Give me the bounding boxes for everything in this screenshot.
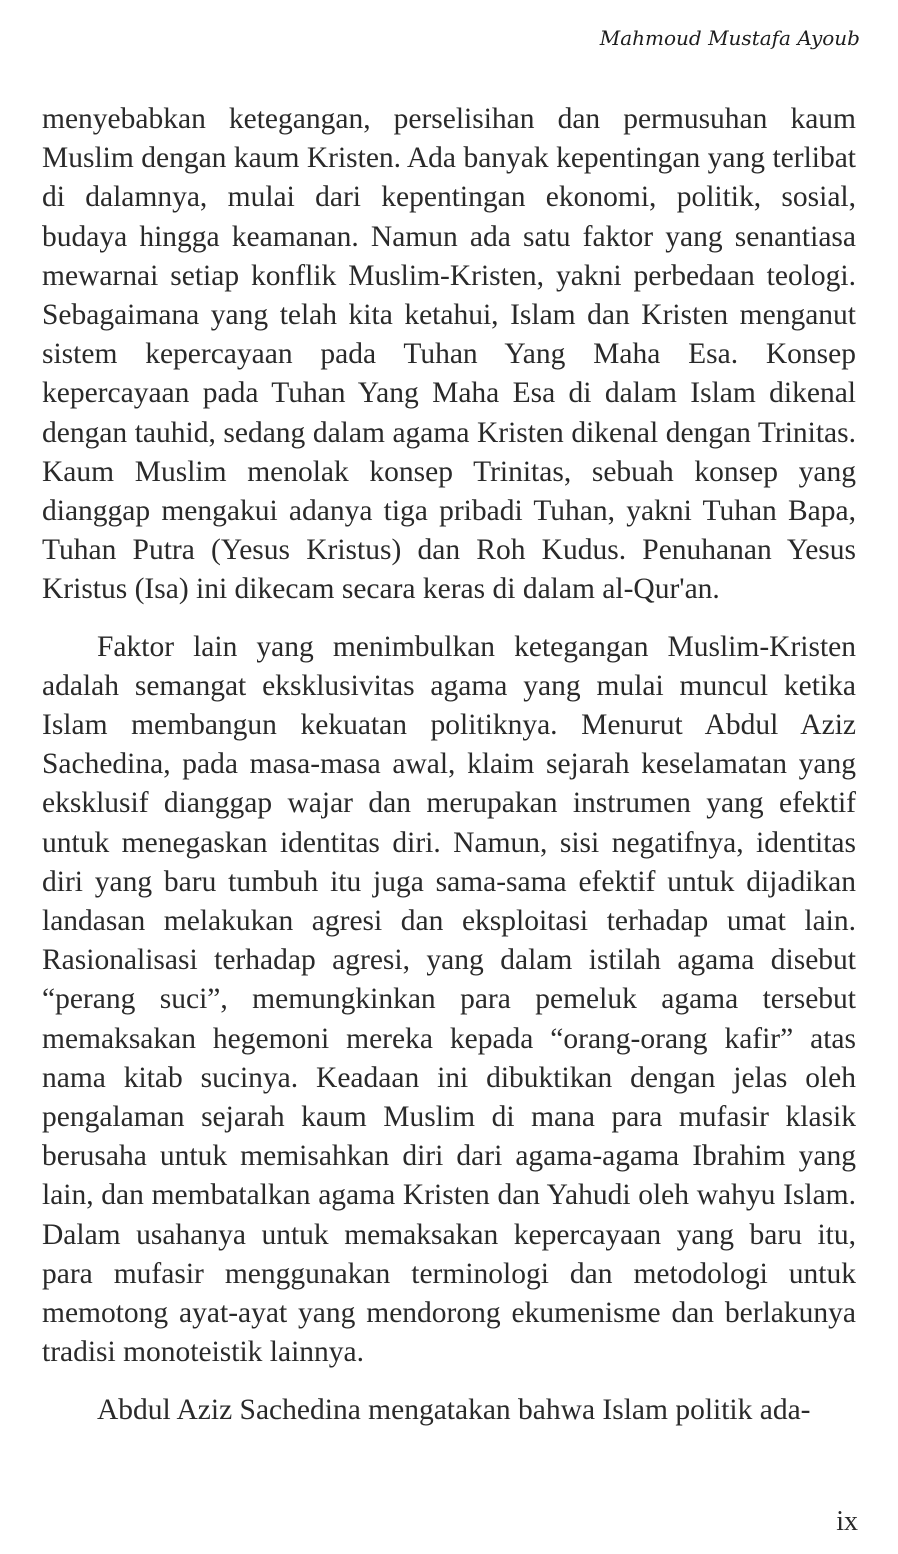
body-text (42, 100, 856, 1448)
page-number: ix (836, 1506, 858, 1537)
paragraph: Faktor lain yang menimbulkan ketegangan Muslim-Kristen adalah semangat eksklusivitas agama yang mulai muncul ketika Islam membangun kekuatan politiknya. Menurut Abdul Aziz Sachedina, pada masa-masa awal, klaim sejarah keselamatan yang eksklusif dianggap wajar dan merupakan instrumen yang efektif untuk menegaskan identitas diri. Namun, sisi negatifnya, identitas diri yang baru tumbuh itu juga sama-sama efektif untuk dijadikan landasan melakukan agresi dan eksploitasi terhadap umat lain. Rasionalisasi terhadap agresi, yang dalam istilah agama disebut “perang suci”, memungkinkan para pemeluk agama tersebut memaksakan hegemoni mereka kepada “orang-orang kafir” atas nama kitab sucinya. Keadaan ini dibuktikan dengan jelas oleh pengalaman sejarah kaum Muslim di mana para mufasir klasik berusaha untuk memisahkan diri dari agama-agama Ibrahim yang lain, dan membatalkan agama Kristen dan Yahudi oleh wahyu Islam. Dalam usahanya untuk memaksakan kepercayaan yang baru itu, para mufasir menggunakan terminologi dan metodologi untuk memotong ayat-ayat yang mendorong ekumenisme dan berlakunya tradisi monoteistik lainnya. (42, 630, 856, 1369)
running-head: Mahmoud Mustafa Ayoub (599, 26, 860, 50)
paragraph: menyebabkan ketegangan, perselisihan dan permusuhan kaum Muslim dengan kaum Kristen. Ada banyak kepentingan yang terlibat di dalamnya, mulai dari kepentingan ekonomi, politik, sosial, budaya hingga keamanan. Namun ada satu faktor yang senantiasa mewarnai setiap konflik Muslim-Kristen, yakni perbedaan teologi. Sebagaimana yang telah kita ketahui, Islam dan Kristen menganut sistem kepercayaan pada Tuhan Yang Maha Esa. Konsep kepercayaan pada Tuhan Yang Maha Esa di dalam Islam dikenal dengan tauhid, sedang dalam agama Kristen dikenal dengan Trinitas. Kaum Muslim menolak konsep Trinitas, sebuah konsep yang dianggap mengakui adanya tiga pribadi Tuhan, yakni Tuhan Bapa, Tuhan Putra (Yesus Kristus) dan Roh Kudus. Penuhanan Yesus Kristus (Isa) ini dikecam secara keras di dalam al-Qur'an. (42, 103, 856, 606)
paragraph: Abdul Aziz Sachedina mengatakan bahwa Islam politik ada- (97, 1393, 811, 1426)
